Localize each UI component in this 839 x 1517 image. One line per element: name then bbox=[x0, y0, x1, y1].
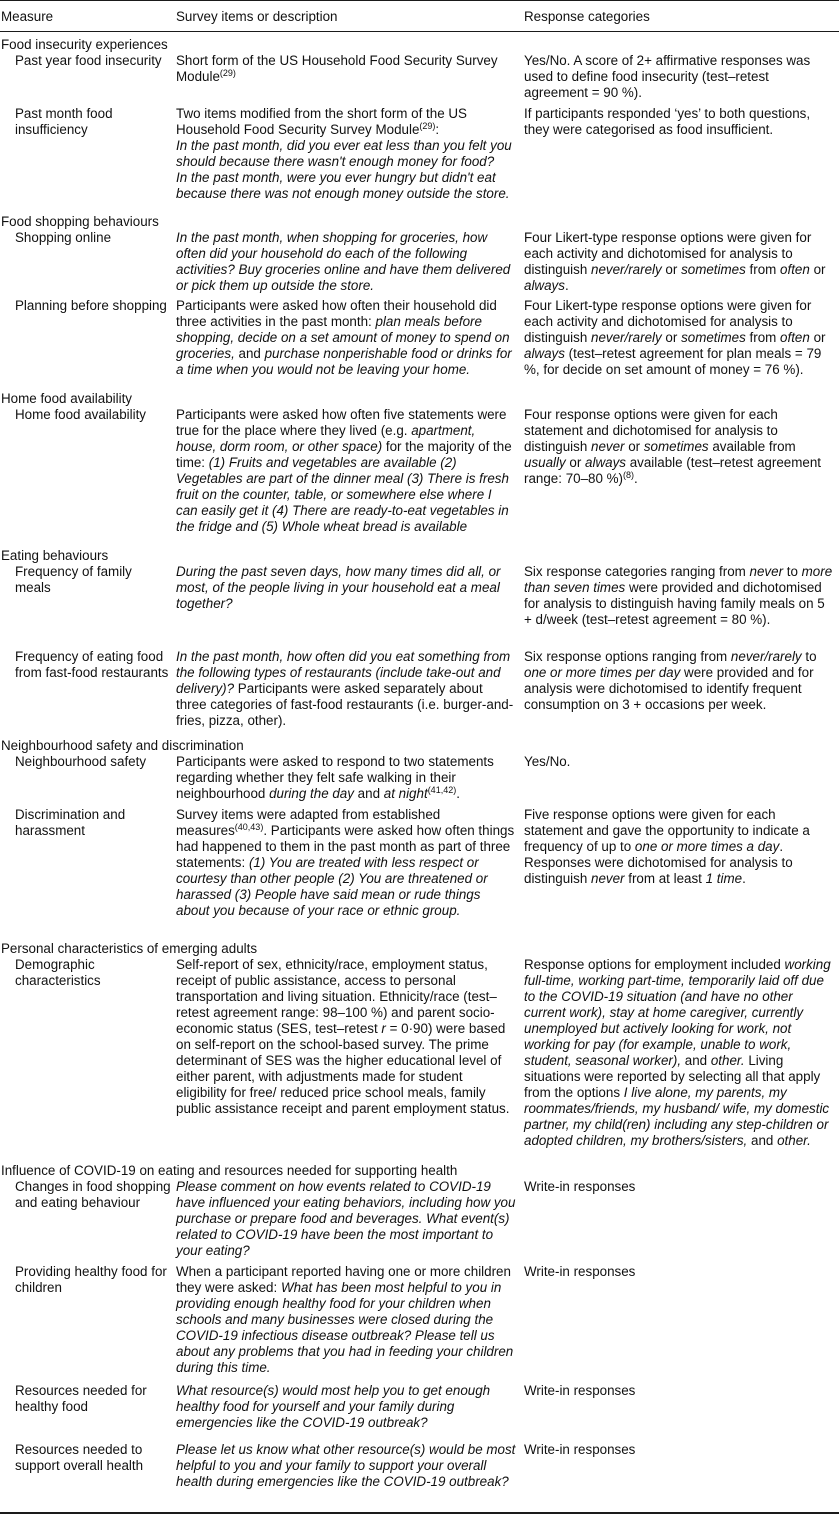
measure-name: Home food availability bbox=[15, 407, 146, 422]
response-categories: Yes/No. bbox=[524, 754, 571, 769]
table-top-rule bbox=[0, 0, 839, 1]
survey-items: Self-report of sex, ethnicity/race, employment status, receipt of public assistance, access to personal transportation and living situation. Ethnicity/race (test–retest agreement range: 98–100 %) and parent socio-economic status (SES, test–retest r = 0·90) were based on self-report on the school-based survey. The prime determinant of SES was the higher educational level of either parent, with adjustments made for student eligibility for free/ reduced price school meals, family public assistance receipt and parent employment status. bbox=[176, 957, 510, 1116]
survey-items: What resource(s) would most help you to get enough healthy food for yourself and your family during emergencies like the COVID-19 outbreak? bbox=[176, 1383, 491, 1430]
response-categories: Four response options were given for each statement and dichotomised for analysis to distinguish never or sometimes available from usually or always available (test–retest agreement range: 70–80 %)$^{(8)}$. bbox=[524, 407, 821, 486]
survey-items: Please comment on how events related to COVID-19 have influenced your eating behaviors, including how you purchase or prepare food and beverages. What event(s) related to COVID-19 have been the most important to your eating? bbox=[176, 1179, 516, 1258]
response-categories: Write-in responses bbox=[524, 1383, 636, 1398]
measure-name: Resources needed for healthy food bbox=[15, 1383, 147, 1414]
section-heading: Home food availability bbox=[1, 391, 132, 406]
survey-items: Participants were asked how often their household did three activities in the past month: plan meals before shopping, decide on a set amount of money to spend on groceries, and purchase nonperishable food or drinks for a time when you would not be leaving your home. bbox=[176, 298, 512, 377]
section-heading: Neighbourhood safety and discrimination bbox=[1, 738, 244, 753]
section-heading: Food shopping behaviours bbox=[1, 214, 159, 229]
header-survey-items: Survey items or description bbox=[176, 9, 338, 24]
response-categories: Write-in responses bbox=[524, 1442, 636, 1457]
header-response: Response categories bbox=[524, 9, 650, 24]
section-heading: Food insecurity experiences bbox=[1, 37, 168, 52]
response-categories: Yes/No. A score of 2+ affirmative responses was used to define food insecurity (test–retest agreement = 90 %). bbox=[524, 53, 811, 100]
measure-name: Frequency of eating food from fast-food restaurants bbox=[15, 649, 169, 680]
measure-name: Discrimination and harassment bbox=[15, 807, 126, 838]
section-heading: Personal characteristics of emerging adults bbox=[1, 941, 258, 956]
survey-items: Participants were asked to respond to two statements regarding whether they felt safe walking in their neighbourhood during the day and at night$^{(41,42)}$. bbox=[176, 754, 494, 801]
response-categories: Four Likert-type response options were given for each activity and dichotomised for analysis to distinguish never/rarely or sometimes from often or always (test–retest agreement for plan meals = 79 %, for decide on set amount of money = 76 %). bbox=[524, 298, 826, 377]
survey-items: During the past seven days, how many times did all, or most, of the people living in your household eat a meal together? bbox=[176, 564, 501, 611]
survey-items: In the past month, how often did you eat something from the following types of restaurants (include take-out and delivery)? Participants were asked separately about three categories of fast-food restaurants (i.e. burger-and-fries, pizza, other). bbox=[176, 649, 514, 728]
measure-name: Changes in food shopping and eating behaviour bbox=[15, 1179, 171, 1210]
measure-name: Neighbourhood safety bbox=[15, 754, 147, 769]
response-categories: Response options for employment included working full-time, working part-time, temporarily laid off due to the COVID-19 situation (and have no other current work), stay at home caregiver, currently unemployed but actively looking for work, not working for pay (for example, unable to work, student, seasonal worker), and other. Living situations were reported by selecting all that apply from the options I live alone, my parents, my roommates/friends, my husband/ wife, my domestic partner, my child(ren) including any step-children or adopted children, my brothers/sisters, and other. bbox=[524, 957, 831, 1148]
survey-items: Please let us know what other resource(s) would be most helpful to you and your family to support your overall health during emergencies like the COVID-19 outbreak? bbox=[176, 1442, 516, 1489]
response-categories: Write-in responses bbox=[524, 1264, 636, 1279]
survey-items: Two items modified from the short form of the US Household Food Security Survey Module$^{(29)}$: In the past month, did you ever eat less than you felt you should because there wasn't enough money for food? In the past month, were you ever hungry but didn't eat because there was not enough money outside the store. bbox=[176, 106, 512, 201]
measure-name: Demographic characteristics bbox=[15, 957, 101, 988]
response-categories: Six response options ranging from never/rarely to one or more times per day were provided and for analysis were dichotomised to identify frequent consumption on 3 + occasions per week. bbox=[524, 649, 817, 712]
table-bottom-rule bbox=[0, 1512, 839, 1514]
measure-name: Planning before shopping bbox=[15, 298, 167, 313]
response-categories: Write-in responses bbox=[524, 1179, 636, 1194]
survey-items: In the past month, when shopping for groceries, how often did your household do each of the following activities? Buy groceries online and have them delivered or pick them up outside the store. bbox=[176, 230, 511, 293]
measure-name: Past year food insecurity bbox=[15, 53, 162, 68]
measure-name: Frequency of family meals bbox=[15, 564, 132, 595]
response-categories: If participants responded ‘yes’ to both questions, they were categorised as food insufficient. bbox=[524, 106, 811, 137]
section-heading: Eating behaviours bbox=[1, 548, 109, 563]
header-rule bbox=[0, 31, 839, 32]
survey-items: Short form of the US Household Food Security Survey Module$^{(29)}$ bbox=[176, 53, 498, 84]
survey-items: When a participant reported having one or more children they were asked: What has been most helpful to you in providing enough healthy food for your children when schools and many businesses were closed during the COVID-19 infectious disease outbreak? Please tell us about any problems that you had in feeding your children during this time. bbox=[176, 1264, 514, 1375]
measure-name: Resources needed to support overall health bbox=[15, 1442, 144, 1473]
measure-name: Providing healthy food for children bbox=[15, 1264, 167, 1295]
survey-items: Survey items were adapted from established measures$^{(40,43)}$. Participants were asked how often things had happened to them in the past month as part of three statements: (1) You are treated with less respect or courtesy than other people (2) You are threatened or harassed (3) People have said mean or rude things about you because of your race or ethnic group. bbox=[176, 807, 515, 918]
response-categories: Four Likert-type response options were given for each activity and dichotomised for analysis to distinguish never/rarely or sometimes from often or always. bbox=[524, 230, 826, 293]
measure-name: Shopping online bbox=[15, 230, 112, 245]
response-categories: Six response categories ranging from never to more than seven times were provided and dichotomised for analysis to distinguish having family meals on 5 + d/week (test–retest agreement = 80 %). bbox=[524, 564, 833, 627]
response-categories: Five response options were given for each statement and gave the opportunity to indicate a frequency of up to one or more times a day. Responses were dichotomised for analysis to distinguish never from at least 1 time. bbox=[524, 807, 810, 886]
survey-items: Participants were asked how often five statements were true for the place where they lived (e.g. apartment, house, dorm room, or other space) for the majority of the time: (1) Fruits and vegetables are available (2) Vegetables are part of the dinner meal (3) There is fresh fruit on the counter, table, or somewhere else where I can easily get it (4) There are ready-to-eat vegetables in the fridge and (5) Whole wheat bread is available bbox=[176, 407, 512, 534]
header-measure: Measure bbox=[1, 9, 54, 24]
measure-name: Past month food insufficiency bbox=[15, 106, 113, 137]
section-heading: Influence of COVID-19 on eating and resources needed for supporting health bbox=[1, 1163, 458, 1178]
